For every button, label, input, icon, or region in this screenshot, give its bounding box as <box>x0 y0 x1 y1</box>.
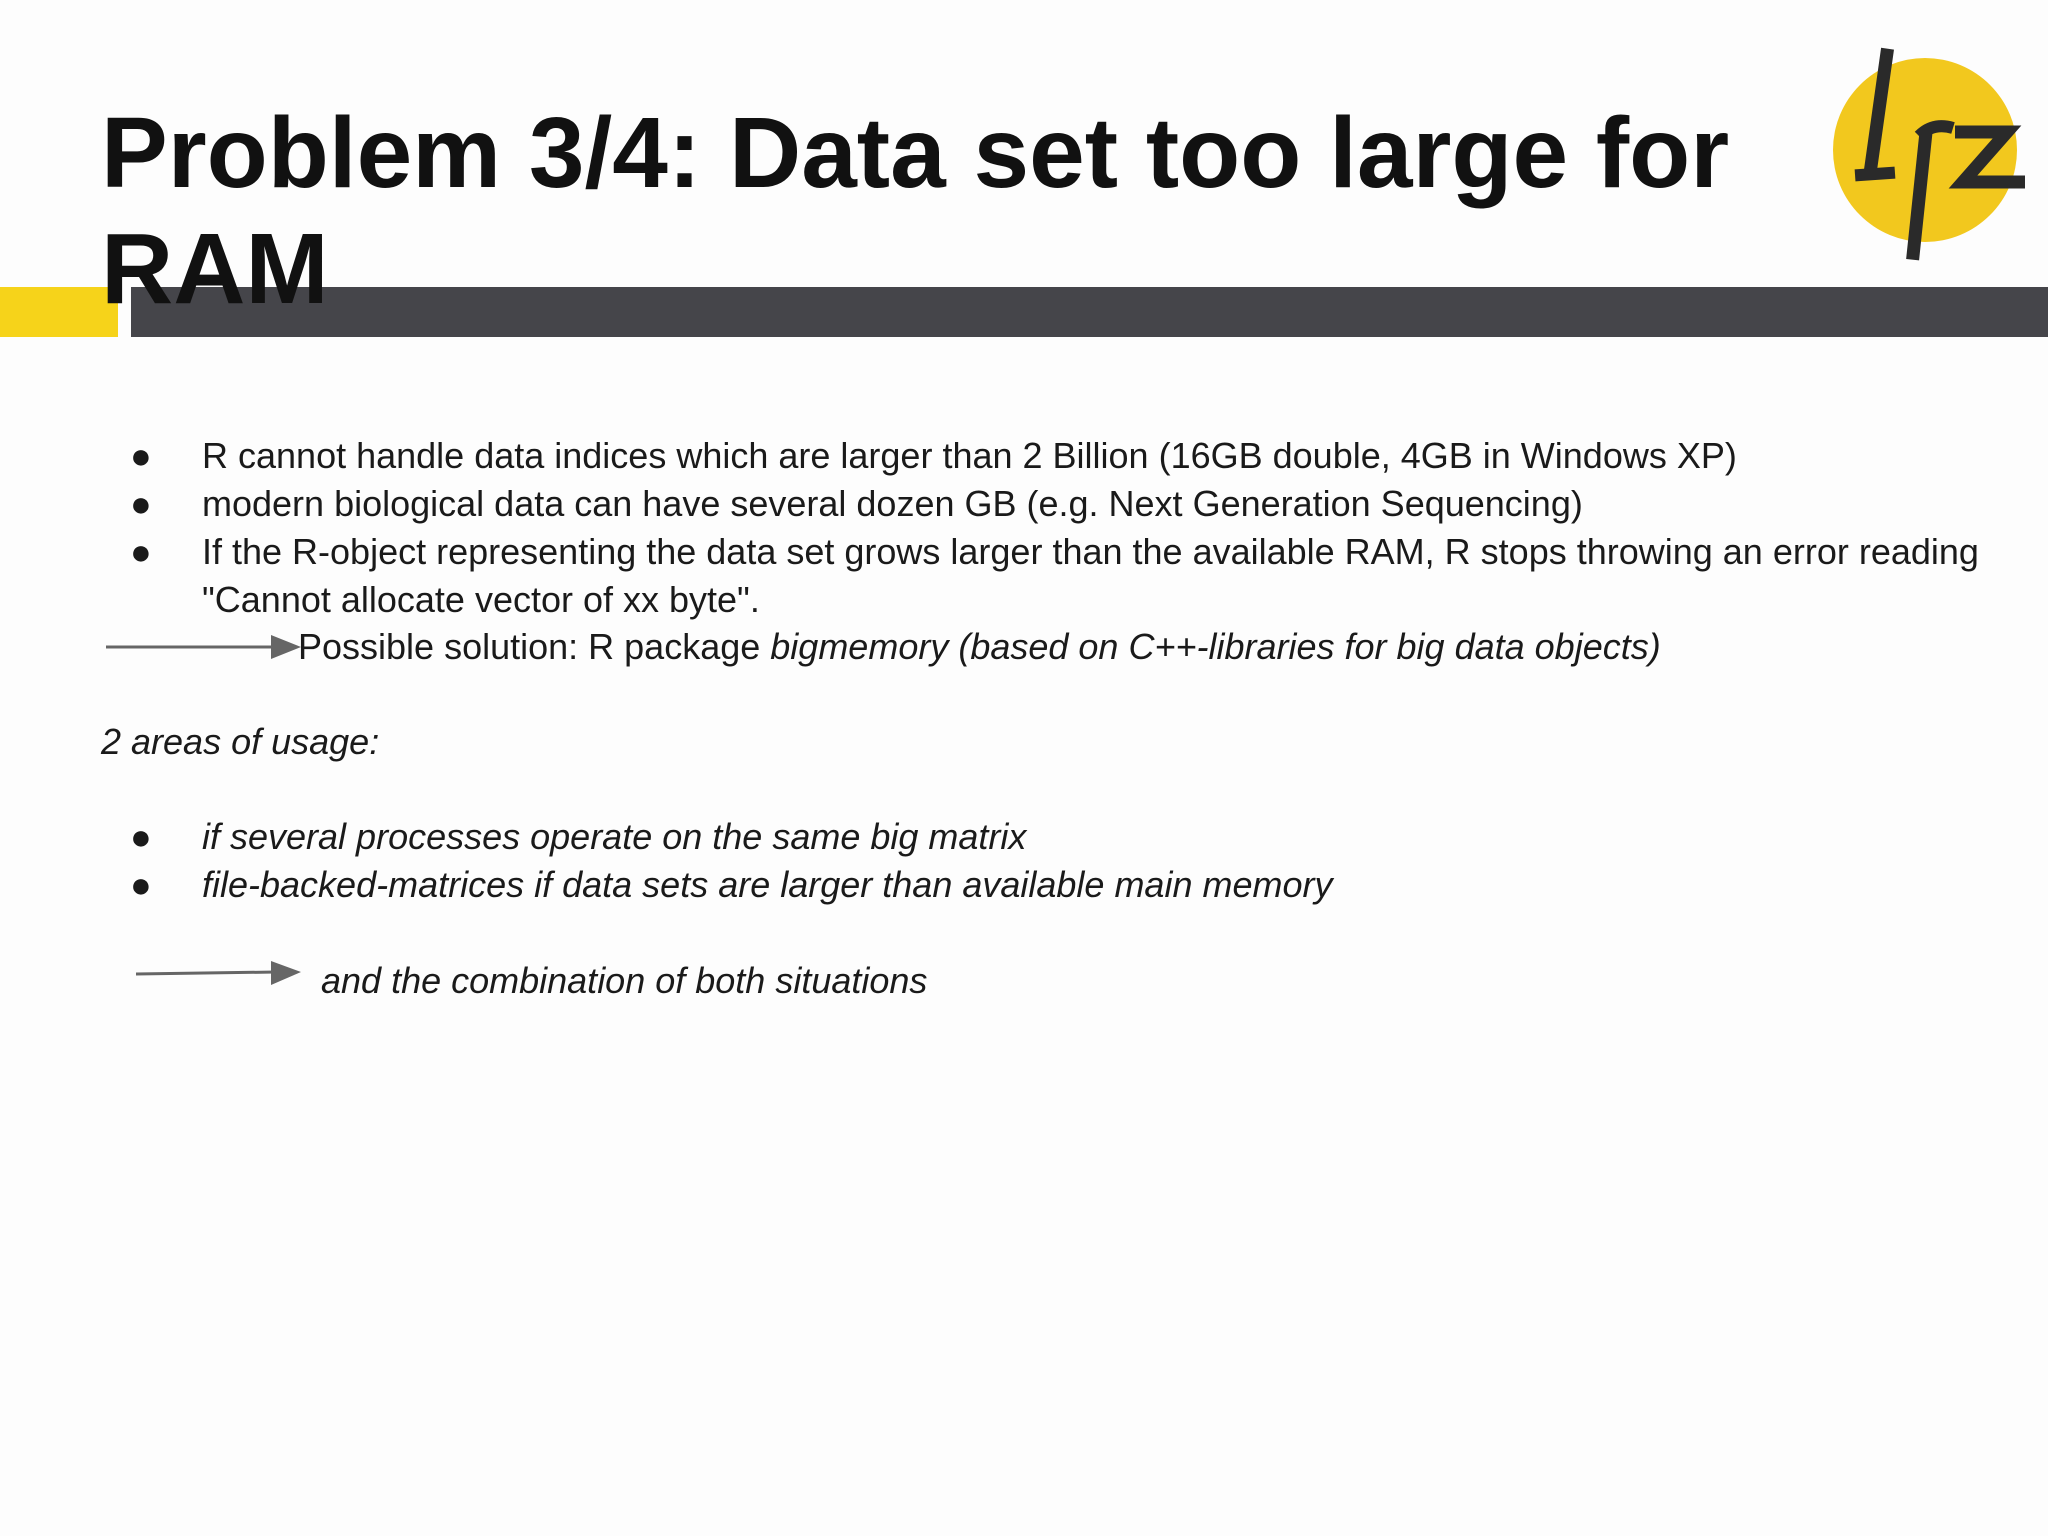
bullet-icon: ● <box>130 435 152 476</box>
bullet-text: modern biological data can have several dozen GB (e.g. Next Generation Sequencing) <box>202 483 1583 524</box>
areas-heading: 2 areas of usage: <box>101 721 380 762</box>
list-item <box>130 813 1332 861</box>
slide-title: Problem 3/4: Data set too large for RAM <box>101 97 1730 325</box>
lrz-logo <box>1815 40 2035 270</box>
solution-package: bigmemory (based on C++-libraries for big data objects) <box>770 626 1661 667</box>
bullet-icon: ● <box>130 531 152 572</box>
solution-prefix: Possible solution: R package <box>298 626 771 667</box>
combination-text: and the combination of both situations <box>321 960 928 1001</box>
list-item <box>130 528 1980 624</box>
usage-text: if several processes operate on the same big matrix <box>202 816 1027 857</box>
right-arrow-icon <box>136 961 301 985</box>
list-item <box>130 480 1980 528</box>
solution-line <box>106 623 2006 671</box>
usage-text: file-backed-matrices if data sets are larger than available main memory <box>202 864 1333 905</box>
bullet-icon: ● <box>130 483 152 524</box>
right-arrow-icon <box>106 635 301 659</box>
bullet-text: If the R-object representing the data set grows larger than the available RAM, R stops throwing an error reading "Cannot allocate vector of xx byte". <box>202 531 1979 620</box>
bullet-icon: ● <box>130 816 152 857</box>
problem-bullet-list <box>130 432 1980 624</box>
list-item <box>130 861 1332 909</box>
bullet-text: R cannot handle data indices which are larger than 2 Billion (16GB double, 4GB in Windows XP) <box>202 435 1737 476</box>
list-item <box>130 432 1980 480</box>
bullet-icon: ● <box>130 864 152 905</box>
usage-bullet-list <box>130 813 1332 909</box>
solution-text <box>298 623 1661 671</box>
combination-line <box>136 957 1136 1005</box>
